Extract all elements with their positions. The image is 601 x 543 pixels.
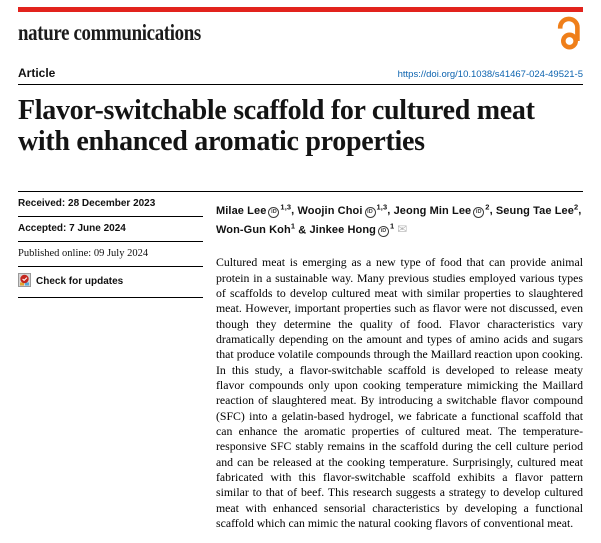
content-columns [18, 191, 583, 543]
open-access-lock-icon [556, 16, 583, 55]
affiliation-superscript: 1,3 [376, 202, 388, 211]
doi-link[interactable]: https://doi.org/10.1038/s41467-024-49521-5 [397, 69, 583, 80]
crossmark-check-updates-icon [18, 273, 31, 290]
accepted-date: Accepted: 7 June 2024 [18, 217, 203, 242]
affiliation-superscript: 1 [389, 221, 395, 231]
affiliation-superscript: 2 [574, 202, 579, 211]
article-meta-row [18, 66, 583, 85]
author-list: Milae Lee iD$^{1,3}$, Woojin Choi iD$^{1,3}$, Jeong Min Lee $iD^2$, Seung Tae Lee$^2$, Won-Gun Koh$^1$ & Jinkee Hong $iD^1$ ✉ [216, 202, 582, 237]
check-for-updates-label: Check for updates [36, 276, 124, 287]
orcid-icon[interactable]: iD [268, 207, 279, 218]
check-for-updates-button[interactable] [18, 267, 203, 298]
author: Woojin Choi iD$^{1,3}$ [297, 202, 388, 217]
orcid-icon[interactable]: iD [365, 207, 376, 218]
published-date: Published online: 09 July 2024 [18, 242, 203, 267]
affiliation-superscript: 1 [290, 221, 296, 231]
author: Seung Tae Lee$^2$ [495, 202, 579, 217]
journal-header [18, 12, 583, 61]
article-page [0, 7, 601, 543]
author: Jinkee Hong $iD^1$ ✉ [309, 221, 408, 237]
author: Jeong Min Lee $iD^2$ [393, 202, 490, 217]
affiliation-superscript: 1,3 [280, 202, 292, 211]
article-type-label: Article [18, 66, 56, 80]
received-date: Received: 28 December 2023 [18, 192, 203, 217]
journal-wordmark: nature communications [18, 20, 201, 45]
orcid-icon[interactable]: iD [473, 207, 484, 218]
author: Won-Gun Koh$^1$ [216, 221, 296, 237]
author: Milae Lee iD$^{1,3}$ [216, 202, 292, 217]
article-main [216, 192, 583, 543]
page-title: Flavor-switchable scaffold for cultured meat with enhanced aromatic properties [18, 95, 535, 157]
dates-sidebar [18, 192, 203, 543]
orcid-icon[interactable]: iD [378, 226, 389, 237]
affiliation-superscript: 2 [485, 202, 490, 211]
abstract-text: Cultured meat is emerging as a new type of food that can provide animal protein in a sustainable way. Many previous studies employed various types of scaffolds to develop cultured meat with similar properties to slaughtered meat. However, important properties such as flavor were not discussed, even though they determine the quality of food. Flavor characteristics vary dramatically depending on the amount and types of amino acids and sugars that produce volatile compounds through the Maillard reaction upon cooking. In this study, a flavor-switchable scaffold is developed to release meaty flavor compounds only upon cooking temperature mimicking the Maillard reaction of slaughtered meat. By introducing a switchable flavor compound (SFC) into a gelatin-based hydrogel, we fabricate a functional scaffold that can enhance the aromatic properties of cultured meat. The temperature-responsive SFC stably remains in the scaffold during the cell culture period and can be released at the cooking temperature. Surprisingly, cultured meat fabricated with this flavor-switchable scaffold exhibits a flavor pattern similar to that of beef. This research suggests a strategy to develop cultured meat with enhanced sensorial characteristics by developing a functional scaffold which can mimic the natural cooking flavors of conventional meat. [216, 255, 583, 531]
envelope-icon[interactable]: ✉ [397, 222, 408, 237]
